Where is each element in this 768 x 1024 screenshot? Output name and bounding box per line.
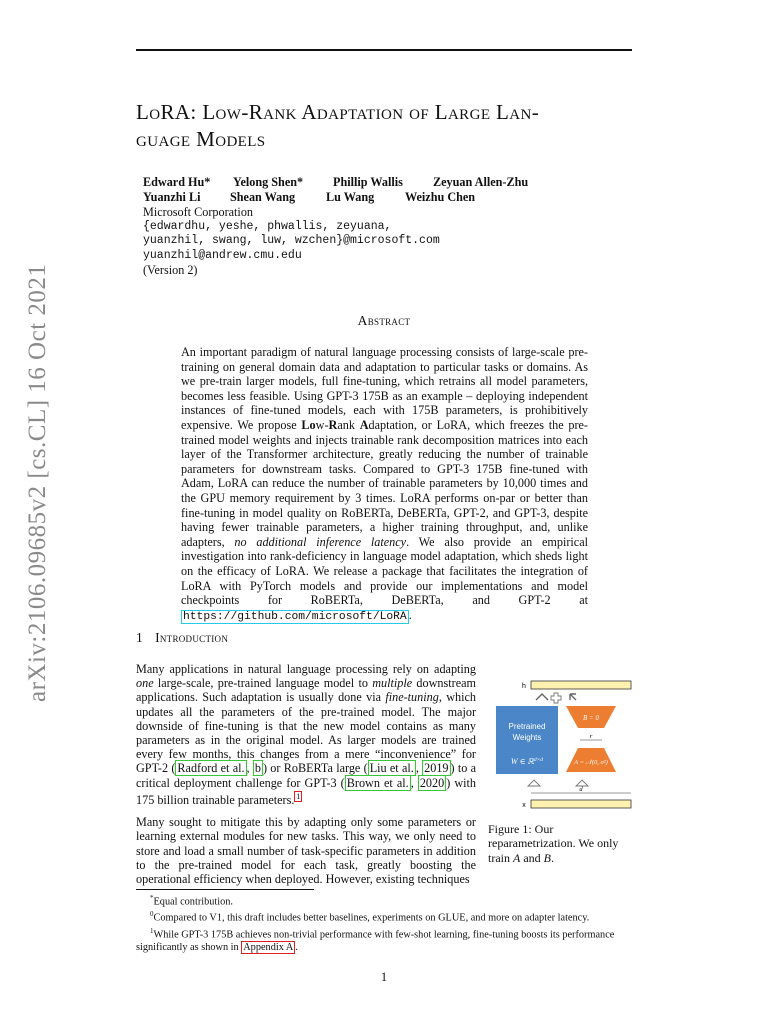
- citation-link[interactable]: 2020: [419, 775, 445, 790]
- footnote-3: [136, 925, 636, 954]
- citation-link[interactable]: Brown et al.: [346, 775, 409, 790]
- abstract-italic: no additional inference latency: [234, 534, 407, 549]
- abstract-text: daptation, or LoRA, which freezes the pre-trained model weights and injects trainable rank decomposition matrices into each layer of the Transformer architecture, greatly reducing the number of trainable parameters for downstream tasks. Compared to GPT-3 175B fine-tuned with Adam, LoRA can reduce the number of trainable parameters by 10,000 times and the GPU memory requirement by 3 times. LoRA performs on-par or better than fine-tuning in model quality on RoBERTa, DeBERTa, GPT-2, and GPT-3, despite having fewer trainable parameters, a higher training throughput, and, unlike adapters,: [181, 417, 588, 549]
- intro-paragraph-1: Many applications in natural language processing rely on adapting one large-scale, pre-trained language model to multiple downstream applications. Such adaptation is usually done via fine-tuning, which updates all the parameters of the pre-trained model. The major downside of fine-tuning is that the new model contains as many parameters as in the original model. As larger models are trained every few months, this changes from a mere “inconvenience” for GPT-2 ( Radford et al. , b ) or RoBERTa large ( Liu et al. , 2019 ) to a critical deployment challenge for GPT-3 ( Brown et al. , 2020 ) with 175 billion trainable parameters. $^1$: [136, 662, 477, 807]
- top-rule: [136, 49, 632, 51]
- intro-text: large-scale, pre-trained language model to: [153, 676, 373, 691]
- intro-text: downstream applications. Such adaptation is usually done via: [136, 676, 476, 705]
- citation-link[interactable]: 2019: [424, 761, 449, 776]
- author: Phillip Wallis: [333, 175, 403, 189]
- footnote-mark: *: [150, 894, 154, 902]
- abstract-body: [181, 345, 588, 624]
- intro-italic: multiple: [372, 676, 413, 691]
- page-number: 1: [380, 970, 388, 984]
- abstract-bold: R: [328, 417, 338, 432]
- author-list: [143, 175, 528, 205]
- caption-text: .: [551, 850, 555, 865]
- caption-text: and: [520, 850, 544, 865]
- section-heading: [136, 630, 228, 646]
- intro-italic: fine-tuning: [385, 690, 439, 705]
- title-line-2: guage Models: [136, 127, 266, 151]
- footnote-mark: 1: [150, 926, 154, 935]
- footnote-rule: [136, 889, 314, 890]
- intro-text: ) with 175 billion trainable parameters.: [136, 775, 476, 807]
- arrow-up-icon: [536, 694, 548, 700]
- abstract-text: ank: [337, 417, 360, 432]
- github-link[interactable]: https://github.com/microsoft/LoRA: [183, 610, 407, 623]
- author: Lu Wang: [326, 190, 375, 204]
- h-output-bar: [531, 681, 631, 689]
- author: Yelong Shen*: [233, 175, 304, 189]
- plus-icon: [551, 693, 561, 703]
- title-line-1: LoRA: Low-Rank Adaptation of Large Lan-: [136, 100, 540, 124]
- r-label: r: [589, 733, 593, 740]
- arrow-up-icon: [528, 780, 540, 786]
- intro-text: ) to a critical deployment challenge for GPT-3 (: [136, 761, 477, 790]
- citation-link[interactable]: Radford et al.: [177, 761, 245, 776]
- footnote-1: [136, 892, 636, 908]
- footnotes: [136, 892, 636, 954]
- author: Yuanzhi Li: [143, 190, 201, 204]
- arxiv-identifier[interactable]: arXiv:2106.09685v2 [cs.CL] 16 Oct 2021: [24, 263, 51, 702]
- pretrained-label-2: Weights: [512, 733, 542, 742]
- caption-italic: B: [543, 850, 552, 865]
- email-line-1: {edwardhu, yeshe, phwallis, zeyuana,: [143, 219, 392, 233]
- author: Weizhu Chen: [405, 190, 476, 204]
- w-equation: W ∈ ℝ$^{d\times d}$: [510, 757, 544, 766]
- intro-paragraph-2: Many sought to mitigate this by adapting only some parameters or learning external modules for new tasks. This way, we only need to store and load a small number of task-specific parameters in addition to the pre-trained model for each task, greatly boosting the operational efficiency when deployed. However, existing techniques: [136, 815, 476, 886]
- intro-italic: one: [136, 676, 154, 691]
- footnote-text: Equal contribution.: [153, 896, 233, 908]
- abstract-text: . We also provide an empirical investigation into rank-deficiency in language model adaptation, which sheds light on the efficacy of LoRA. We release a package that facilitates the integration of LoRA with PyTorch models and provide our implementations and model checkpoints for RoBERTa, DeBERTa, and GPT-2 at: [181, 534, 588, 608]
- affiliation: Microsoft Corporation: [143, 205, 254, 219]
- x-input-bar: [531, 800, 631, 808]
- footnote-2: [136, 908, 636, 924]
- abstract-text: w-: [315, 417, 329, 432]
- footnote-mark: 0: [150, 910, 154, 919]
- affiliation-block: [143, 205, 440, 278]
- a-equation: A = 𝒩(0, σ²): [574, 759, 608, 766]
- section-title: Introduction: [155, 630, 229, 645]
- paper-title: [136, 99, 636, 153]
- intro-text: , which updates all the parameters of the pre-trained model. The major downside of fine-tuning is that the new model contains as many parameters as in the original model. As larger models are trained every few months, this changes from a mere “inconvenience” for GPT-2 (: [136, 690, 476, 776]
- appendix-link[interactable]: Appendix A: [243, 942, 294, 954]
- citation-link[interactable]: Liu et al.: [369, 761, 414, 776]
- arrow-up-icon: [570, 694, 576, 700]
- abstract-heading: Abstract: [357, 313, 411, 328]
- author: Edward Hu*: [143, 175, 211, 189]
- lora-diagram: [486, 676, 636, 816]
- citation-link[interactable]: b: [254, 761, 261, 776]
- intro-text: Many applications in natural language processing rely on adapting: [136, 662, 476, 676]
- intro-body: [136, 662, 476, 894]
- b-equation: B = 0: [583, 714, 599, 722]
- version: (Version 2): [143, 263, 198, 278]
- h-label: h: [522, 683, 526, 690]
- author: Zeyuan Allen-Zhu: [433, 175, 529, 189]
- intro-text: ) or RoBERTa large (: [262, 761, 368, 776]
- caption-italic: A: [513, 850, 521, 865]
- figure-caption: [488, 822, 636, 865]
- abstract-bold: A: [359, 417, 369, 432]
- footnote-text: Compared to V1, this draft includes better baselines, experiments on GLUE, and more on adapter latency.: [153, 912, 590, 924]
- author-row-1: [143, 175, 528, 190]
- email-line-3: yuanzhil@andrew.cmu.edu: [143, 248, 302, 262]
- author: Shean Wang: [230, 190, 296, 204]
- pretrained-label-1: Pretrained: [508, 722, 546, 731]
- abstract-text: .: [408, 607, 412, 622]
- footnote-text: .: [295, 942, 298, 954]
- caption-text: Figure 1: Our reparametrization. We only train: [488, 822, 619, 865]
- section-number: 1: [136, 630, 144, 645]
- author-row-2: [143, 190, 528, 205]
- abstract-text: An important paradigm of natural language processing consists of large-scale pre-training on general domain data and adaptation to particular tasks or domains. As we pre-train larger models, full fine-tuning, which retrains all model parameters, becomes less feasible. Using GPT-3 175B as an example – deploying independent instances of fine-tuned models, each with 175B parameters, is prohibitively expensive. We propose: [181, 345, 588, 432]
- abstract-bold: Lo: [301, 417, 316, 432]
- email-line-2: yuanzhil, swang, luw, wzchen}@microsoft.com: [143, 234, 440, 248]
- d-label: d: [579, 786, 583, 793]
- footnote-text: While GPT-3 175B achieves non-trivial performance with few-shot learning, fine-tuning boosts its performance significantly as shown in: [136, 929, 615, 954]
- footnote-ref-link[interactable]: 1: [296, 791, 301, 801]
- x-label: x: [522, 802, 526, 809]
